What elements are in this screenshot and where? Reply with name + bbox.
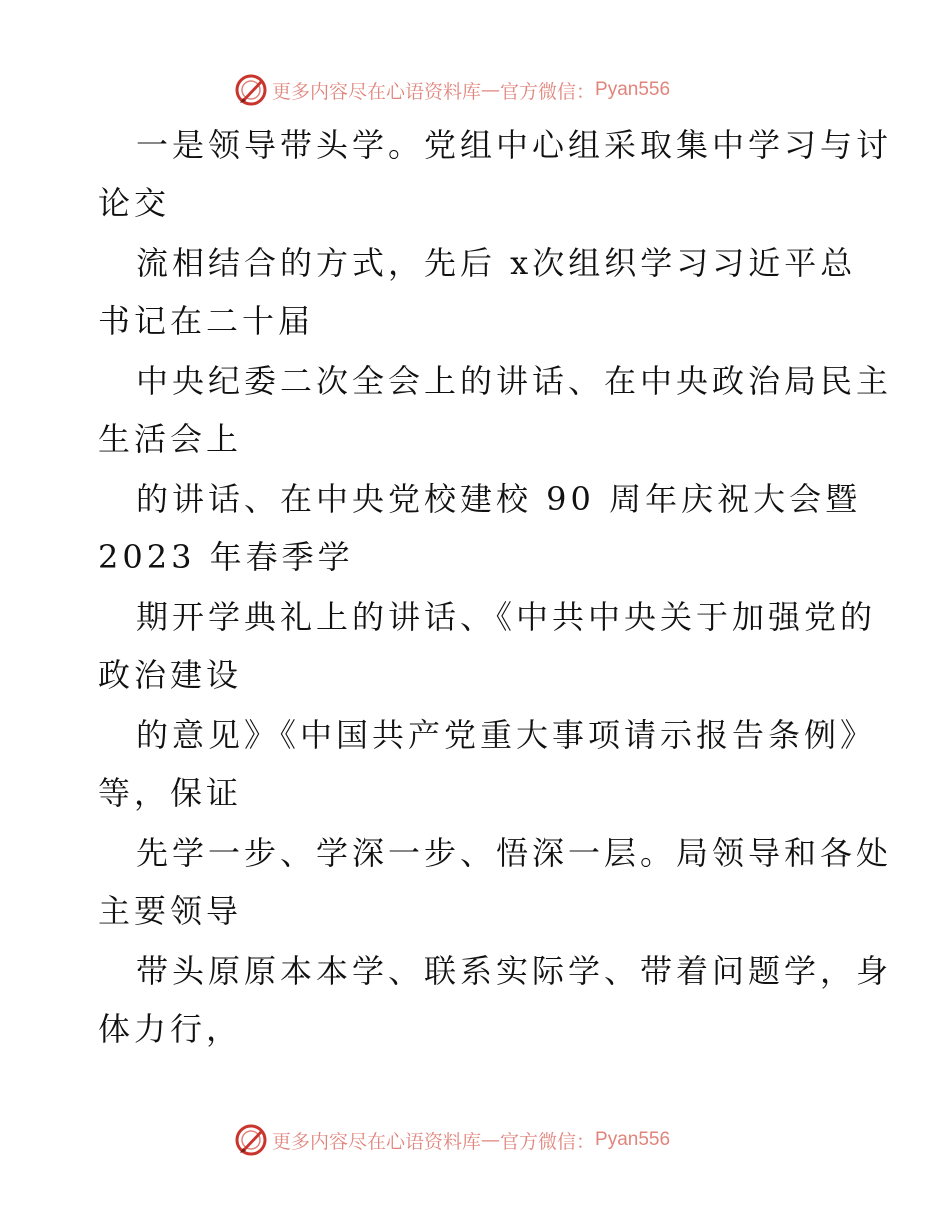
header-watermark xyxy=(234,72,670,108)
text-line: 主要领导 xyxy=(98,892,243,930)
watermark-main-text: 更多内容尽在心语资料库 xyxy=(272,1130,482,1153)
text-line: 的意见》《中国共产党重大事项请示报告条例》 xyxy=(136,716,877,754)
pen-logo-icon xyxy=(234,73,268,107)
text-line: 中央纪委二次全会上的讲话、在中央政治局民主 xyxy=(136,362,893,400)
watermark-id: Pyan556 xyxy=(595,1129,671,1150)
text-line: 期开学典礼上的讲话、《中共中央关于加强党的 xyxy=(136,598,877,636)
footer-watermark xyxy=(234,1122,670,1158)
text-line: 2023 年春季学 xyxy=(98,538,354,576)
text-line: 带头原原本本学、联系实际学、带着问题学，身 xyxy=(136,952,893,990)
text-line: 政治建设 xyxy=(98,656,243,694)
text-line: 生活会上 xyxy=(98,420,243,458)
watermark-label: 官方微信： xyxy=(500,1130,596,1153)
watermark-main-text: 更多内容尽在心语资料库 xyxy=(272,80,482,103)
watermark-dash: — xyxy=(481,1129,501,1151)
watermark-id: Pyan556 xyxy=(595,79,671,100)
text-line: 论交 xyxy=(98,184,171,222)
text-line: 先学一步、学深一步、悟深一层。局领导和各处 xyxy=(136,834,893,872)
text-line: 书记在二十届 xyxy=(98,302,315,340)
text-line: 体力行， xyxy=(98,1010,243,1048)
watermark-label: 官方微信： xyxy=(500,80,596,103)
text-line: 的讲话、在中央党校建校 90 周年庆祝大会暨 xyxy=(136,480,862,518)
pen-logo-icon xyxy=(234,1123,268,1157)
watermark-dash: — xyxy=(481,79,501,101)
text-line: 等，保证 xyxy=(98,774,243,812)
text-line: 流相结合的方式，先后 x次组织学习习近平总 xyxy=(136,244,857,282)
text-line: 一是领导带头学。党组中心组采取集中学习与讨 xyxy=(136,126,893,164)
